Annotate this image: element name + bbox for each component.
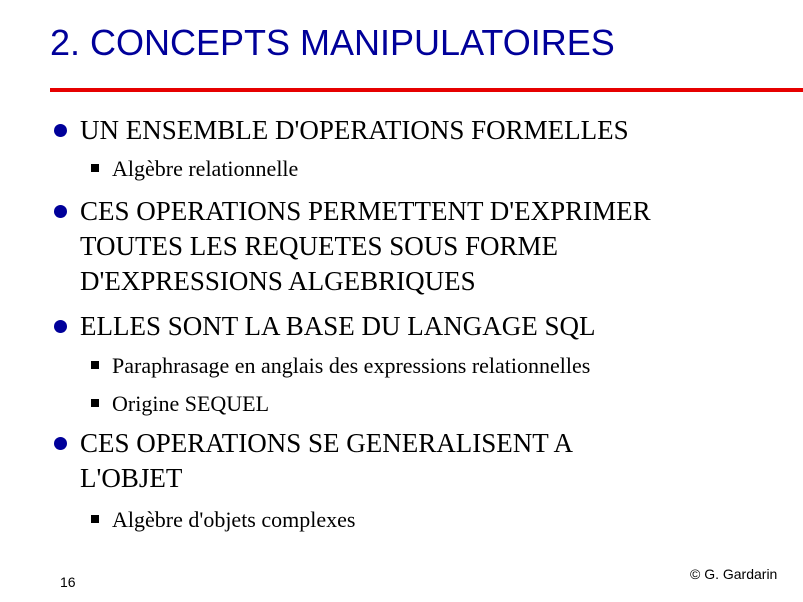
square-bullet-icon [91, 515, 99, 523]
page-number: 16 [60, 574, 76, 590]
title-underline [50, 88, 803, 92]
sub-bullet-text: Algèbre relationnelle [112, 156, 299, 181]
sub-bullet-text: Paraphrasage en anglais des expressions relationnelles [112, 353, 591, 378]
slide-title: 2. CONCEPTS MANIPULATOIRES [50, 22, 615, 63]
bullet-text-line: CES OPERATIONS SE GENERALISENT A [80, 428, 574, 458]
sub-bullet-text: Origine SEQUEL [112, 391, 270, 416]
square-bullet-icon [91, 164, 99, 172]
bullet-icon [54, 124, 67, 137]
square-bullet-icon [91, 399, 99, 407]
copyright-footer: © G. Gardarin [690, 566, 778, 582]
bullet-text-line: CES OPERATIONS PERMETTENT D'EXPRIMER [80, 196, 651, 226]
square-bullet-icon [91, 361, 99, 369]
bullet-text-line: TOUTES LES REQUETES SOUS FORME [80, 231, 559, 261]
bullet-text-line: L'OBJET [80, 463, 183, 493]
bullet-icon [54, 205, 67, 218]
bullet-text: ELLES SONT LA BASE DU LANGAGE SQL [80, 311, 596, 341]
bullet-icon [54, 320, 67, 333]
sub-bullet-text: Algèbre d'objets complexes [112, 507, 356, 532]
bullet-icon [54, 437, 67, 450]
bullet-text: UN ENSEMBLE D'OPERATIONS FORMELLES [80, 115, 629, 145]
bullet-text-line: D'EXPRESSIONS ALGEBRIQUES [80, 266, 476, 296]
